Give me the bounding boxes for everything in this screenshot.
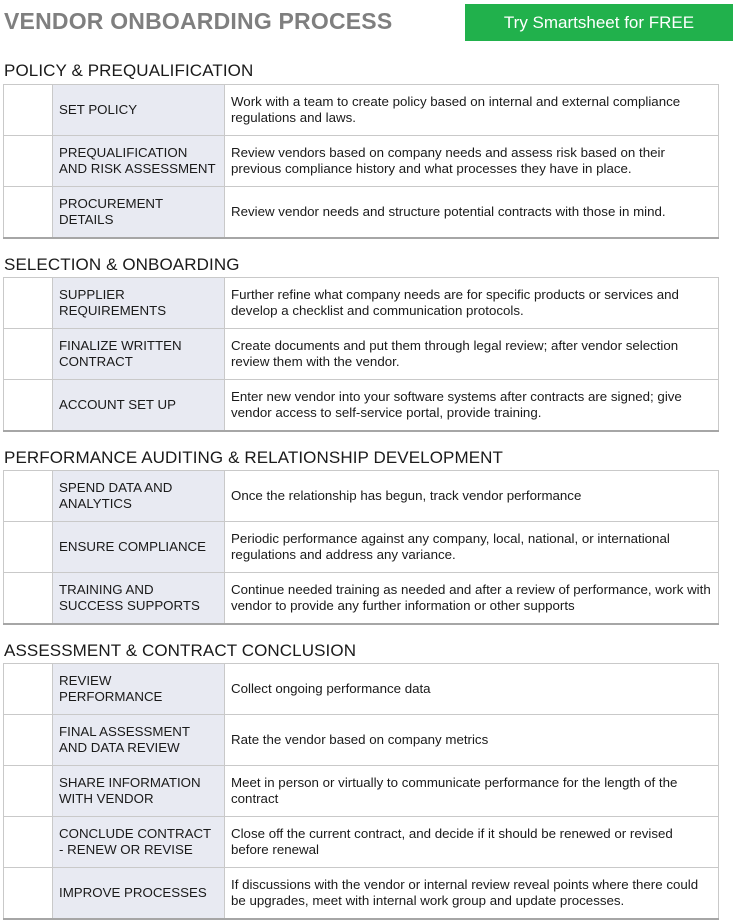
step-description: Periodic performance against any company, local, national, or international regulations and address any variance. [225, 522, 719, 573]
checkbox-cell[interactable] [4, 766, 53, 817]
table-row [4, 278, 719, 329]
step-description: Work with a team to create policy based on internal and external compliance regulations and laws. [225, 85, 719, 136]
step-label: CONCLUDE CONTRACT - RENEW OR REVISE [53, 817, 225, 868]
section-table-assessment [3, 663, 719, 920]
checkbox-cell[interactable] [4, 817, 53, 868]
checkbox-cell[interactable] [4, 85, 53, 136]
step-label: PROCUREMENT DETAILS [53, 187, 225, 239]
checkbox-cell[interactable] [4, 715, 53, 766]
table-row [4, 471, 719, 522]
checkbox-cell[interactable] [4, 573, 53, 625]
step-description: Enter new vendor into your software systems after contracts are signed; give vendor access to self-service portal, provide training. [225, 380, 719, 432]
table-row [4, 715, 719, 766]
step-description: Continue needed training as needed and after a review of performance, work with vendor to provide any further information or other supports [225, 573, 719, 625]
page-title: VENDOR ONBOARDING PROCESS [4, 8, 393, 34]
section-table-selection [3, 277, 719, 432]
table-row [4, 664, 719, 715]
checkbox-cell[interactable] [4, 664, 53, 715]
checkbox-cell[interactable] [4, 136, 53, 187]
step-label: PREQUALIFICATION AND RISK ASSESSMENT [53, 136, 225, 187]
table-row [4, 522, 719, 573]
step-description: Close off the current contract, and decide if it should be renewed or revised before renewal [225, 817, 719, 868]
table-row [4, 868, 719, 920]
step-label: SUPPLIER REQUIREMENTS [53, 278, 225, 329]
step-description: Collect ongoing performance data [225, 664, 719, 715]
table-row [4, 766, 719, 817]
checkbox-cell[interactable] [4, 471, 53, 522]
step-label: SET POLICY [53, 85, 225, 136]
checkbox-cell[interactable] [4, 868, 53, 920]
step-label: SHARE INFORMATION WITH VENDOR [53, 766, 225, 817]
checkbox-cell[interactable] [4, 329, 53, 380]
checkbox-cell[interactable] [4, 187, 53, 239]
step-description: If discussions with the vendor or internal review reveal points where there could be upgrades, meet with internal work group and update processes. [225, 868, 719, 920]
step-description: Further refine what company needs are for specific products or services and develop a checklist and communication protocols. [225, 278, 719, 329]
try-smartsheet-button[interactable]: Try Smartsheet for FREE [465, 4, 733, 41]
table-row [4, 187, 719, 239]
step-description: Meet in person or virtually to communicate performance for the length of the contract [225, 766, 719, 817]
step-description: Create documents and put them through legal review; after vendor selection review them with the vendor. [225, 329, 719, 380]
section-title-policy: POLICY & PREQUALIFICATION [4, 61, 254, 80]
step-description: Review vendor needs and structure potential contracts with those in mind. [225, 187, 719, 239]
step-label: FINAL ASSESSMENT AND DATA REVIEW [53, 715, 225, 766]
section-title-performance: PERFORMANCE AUDITING & RELATIONSHIP DEVELOPMENT [4, 448, 504, 467]
step-label: ACCOUNT SET UP [53, 380, 225, 432]
checkbox-cell[interactable] [4, 522, 53, 573]
step-label: IMPROVE PROCESSES [53, 868, 225, 920]
table-row [4, 573, 719, 625]
section-table-performance [3, 470, 719, 625]
step-label: TRAINING AND SUCCESS SUPPORTS [53, 573, 225, 625]
table-row [4, 380, 719, 432]
step-description: Review vendors based on company needs and assess risk based on their previous compliance history and what processes they have in place. [225, 136, 719, 187]
checkbox-cell[interactable] [4, 380, 53, 432]
step-label: FINALIZE WRITTEN CONTRACT [53, 329, 225, 380]
step-description: Rate the vendor based on company metrics [225, 715, 719, 766]
step-description: Once the relationship has begun, track vendor performance [225, 471, 719, 522]
section-title-selection: SELECTION & ONBOARDING [4, 255, 240, 274]
section-title-assessment: ASSESSMENT & CONTRACT CONCLUSION [4, 641, 357, 660]
step-label: REVIEW PERFORMANCE [53, 664, 225, 715]
table-row [4, 329, 719, 380]
step-label: ENSURE COMPLIANCE [53, 522, 225, 573]
checkbox-cell[interactable] [4, 278, 53, 329]
table-row [4, 136, 719, 187]
section-table-policy [3, 84, 719, 239]
table-row [4, 817, 719, 868]
table-row [4, 85, 719, 136]
step-label: SPEND DATA AND ANALYTICS [53, 471, 225, 522]
